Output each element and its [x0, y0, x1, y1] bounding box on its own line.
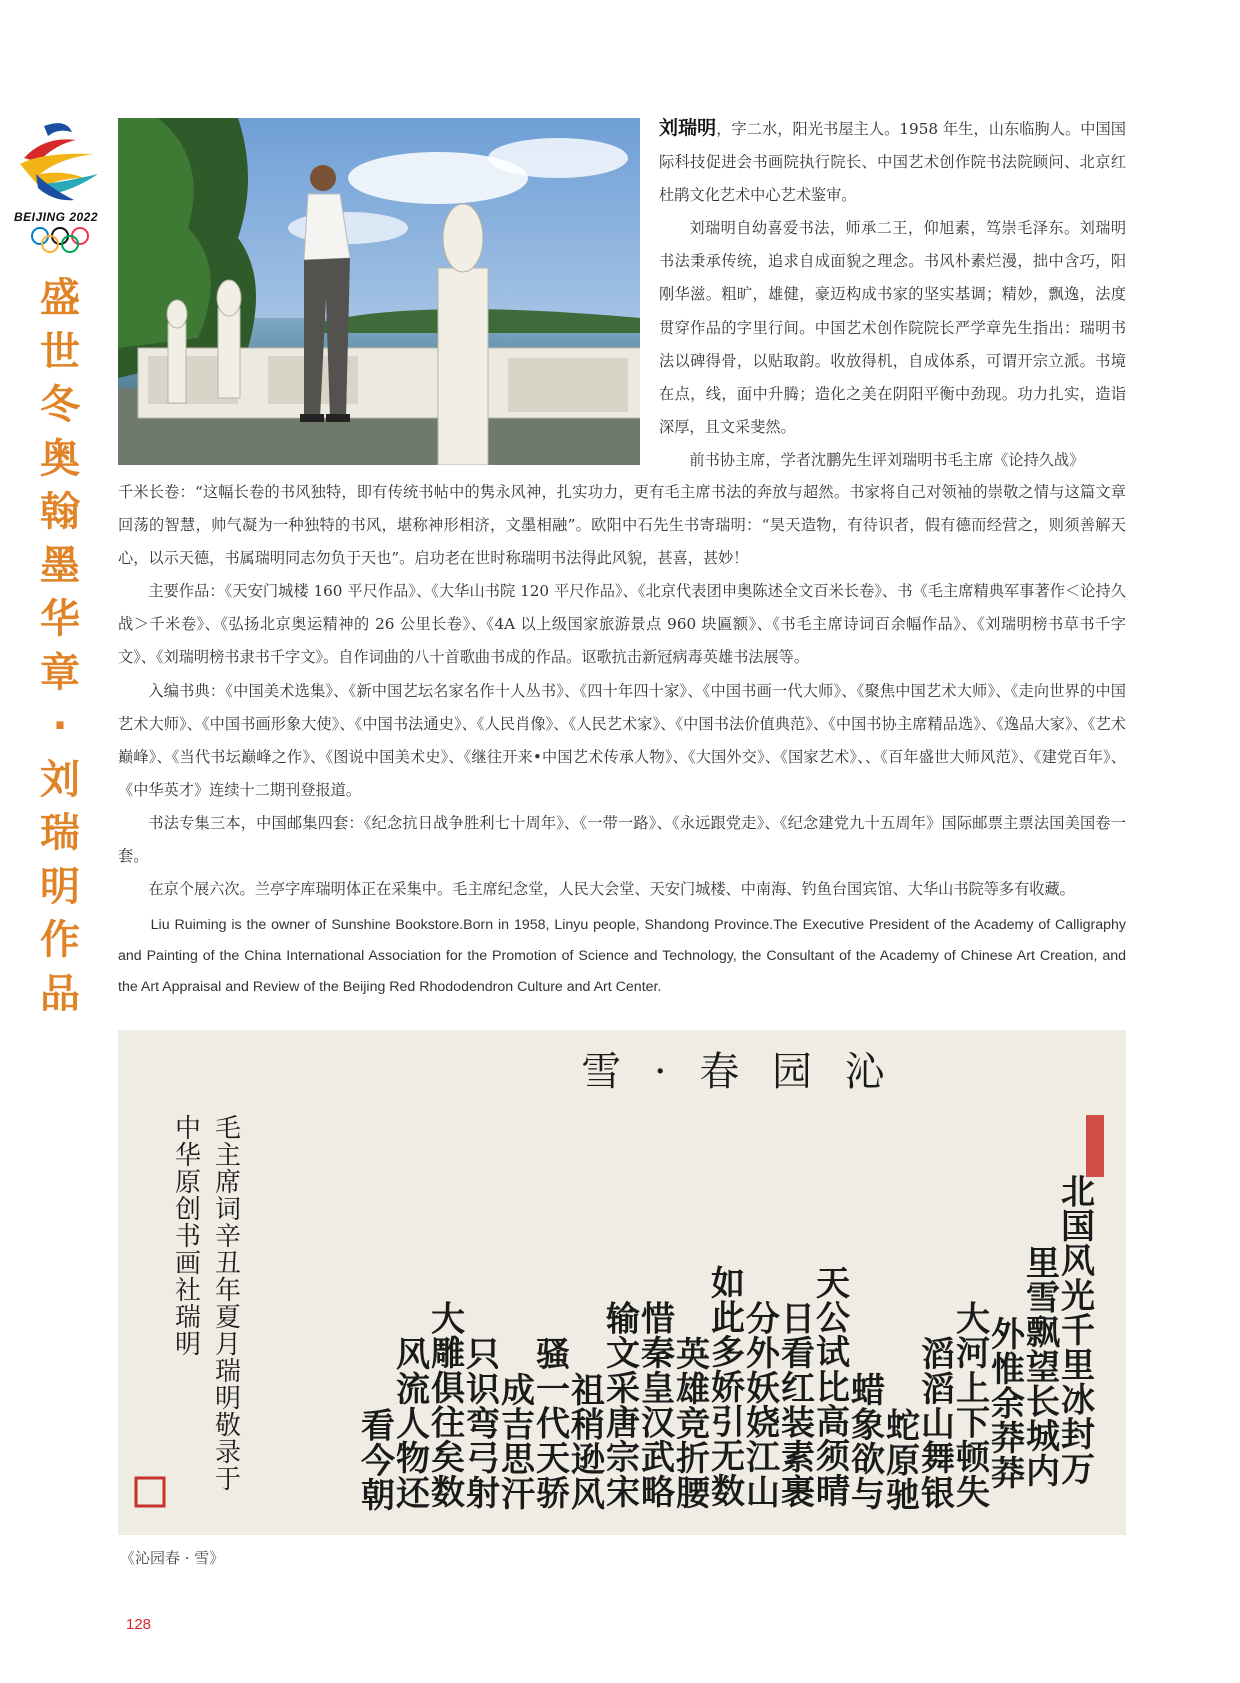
- bio-publications-paragraph: 入编书典：《中国美术选集》、《新中国艺坛名家名作十人丛书》、《四十年四十家》、《中国书画一代大师》、《聚焦中国艺术大师》、《走向世界的中国艺术大师》、《中国书画形象大使》、《中国书法通史》、《人民肖像》、《人民艺术家》、《中国书法价值典范》、《中国书协主席精品选》、《逸品大家》、《艺术巅峰》、《当代书坛巅峰之作》、《图说中国美术史》、《继往开来•中国艺术传承人物》、《大国外交》、《国家艺术》、、《百年盛世大师风范》、《建党百年》、《中华英才》连续十二期刊登报道。: [118, 681, 1126, 799]
- calligraphy-column: 骚一代天骄: [536, 1335, 570, 1514]
- side-title: 盛世冬奥翰墨华章·刘瑞明作品: [40, 275, 80, 1017]
- calligraphy-column: 只识弯弓射: [466, 1335, 500, 1514]
- english-summary: Liu Ruiming is the owner of Sunshine Bookstore.Born in 1958, Linyu people, Shandong Province.The Executive President of the Academy of Calligraphy and Painting of the China International Association for the Promotion of Science and Technology, the Consultant of the Academy of Chinese Art Creation, and the Art Appraisal and Review of the Beijing Red Rhododendron Culture and Art Center.: [118, 917, 1126, 995]
- calligraphy-column: 滔滔山舞银: [921, 1335, 955, 1514]
- calligraphy-column: 祖稍逊风: [571, 1370, 605, 1515]
- calligraphy-column: 蛇原驰: [886, 1406, 920, 1516]
- olympic-rings-icon: [28, 226, 92, 256]
- calligraphy-column: 北国风光千里冰封万: [1061, 1172, 1095, 1490]
- calligraphy-column: 天公试比高须晴: [816, 1263, 850, 1512]
- calligraphy-column: 如此多娇引无数: [711, 1263, 745, 1512]
- calligraphy-column: 大河上下顿失: [956, 1299, 990, 1513]
- bio-full-width: [118, 476, 1126, 906]
- calligraphy-column: 蜡象欲与: [851, 1370, 885, 1515]
- artwork-heading: 雪 · 春 园 沁: [581, 1049, 895, 1095]
- emblem-text: BEIJING 2022: [13, 210, 99, 224]
- bio-works-paragraph: 主要作品：《天安门城楼 160 平尺作品》、《大华山书院 120 平尺作品》、《北京代表团申奥陈述全文百米长卷》、书《毛主席精典军事著作＜论持久战＞千米卷》、《弘扬北京奥运精神的 26 公里长卷》、《4A 以上级国家旅游景点 960 块匾额》、《书毛主席诗词百余幅作品》、《刘瑞明榜书草书千字文》、《刘瑞明榜书隶书千字文》。自作词曲的八十首歌曲书成的作品。讴歌抗击新冠病毒英雄书法展等。: [118, 582, 1126, 667]
- bio-paragraph-quote: 千米长卷：“这幅长卷的书风独特，即有传统书帖中的隽永风神，扎实功力，更有毛主席书法的奔放与超然。书家将自己对领袖的崇敬之情与这篇文章回荡的智慧，帅气凝为一种独特的书风，堪称神形相济，文墨相融”。欧阳中石先生书寄瑞明：“昊天造物，有待识者，假有德而经营之，则须善解天心，以示天德，书属瑞明同志勿负于天也”。启功老在世时称瑞明书法得此风貌，甚喜，甚妙！: [118, 483, 1126, 568]
- calligraphy-column: 输文采唐宗宋: [606, 1299, 640, 1513]
- calligraphy-column: 看今朝: [361, 1406, 395, 1516]
- colophon-column: 毛主席词辛丑年夏月瑞明敬录于: [214, 1114, 242, 1495]
- calligraphy-column: 惜秦皇汉武略: [641, 1299, 675, 1513]
- colophon-column: 中华原创书画社瑞明: [174, 1114, 202, 1360]
- artist-photo: [118, 118, 640, 465]
- calligraphy-column: 成吉思汗: [501, 1370, 535, 1515]
- calligraphy-column: 大雕俱往矣数: [431, 1299, 465, 1513]
- calligraphy-column: 日看红装素裹: [781, 1299, 815, 1513]
- calligraphy-artwork: [118, 1030, 1126, 1535]
- bio-intro: ，字二水，阳光书屋主人。1958 年生，山东临朐人。中国国际科技促进会书画院执行院长、中国艺术创作院书法院顾问、北京红杜鹃文化艺术中心艺术鉴审。: [659, 120, 1126, 205]
- calligraphy-column: 英雄竞折腰: [676, 1335, 710, 1514]
- bio-paragraph: 刘瑞明自幼喜爱书法，师承二王，仰旭素，笃崇毛泽东。刘瑞明书法秉承传统，追求自成面貌之理念。书风朴素烂漫，拙中含巧，阳刚华滋。粗旷，雄健，豪迈构成书家的坚实基调；精妙，飘逸，法度贯穿作品的字里行间。中国艺术创作院院长严学章先生指出：瑞明书法以碑得骨，以贴取韵。收放得机，自成体系，可谓开宗立派。书境在点，线，面中升腾；造化之美在阴阳平衡中劲现。功力扎实，造诣深厚，且文采斐然。: [659, 219, 1126, 436]
- artist-seal: [1086, 1115, 1104, 1177]
- calligraphy-column: 风流人物还: [396, 1335, 430, 1514]
- page-number: 128: [126, 1616, 152, 1633]
- signature-seal: [136, 1478, 164, 1506]
- calligraphy-column: 里雪飘望长城内: [1026, 1243, 1060, 1492]
- bio-stamps-paragraph: 书法专集三本，中国邮集四套：《纪念抗日战争胜利七十周年》、《一带一路》、《永远跟党走》、《纪念建党九十五周年》国际邮票主票法国美国卷一套。: [118, 813, 1126, 866]
- bio-paragraph-quote-lead: 前书协主席，学者沈鹏先生评刘瑞明书毛主席《论持久战》: [689, 450, 1085, 469]
- calligraphy-column: 分外妖娆江山: [746, 1299, 780, 1513]
- calligraphy-canvas: [118, 1030, 1126, 1535]
- artist-name: 刘瑞明: [659, 117, 717, 139]
- bio-exhibitions-paragraph: 在京个展六次。兰亭字库瑞明体正在采集中。毛主席纪念堂，人民大会堂、天安门城楼、中南海、钓鱼台国宾馆、大华山书院等多有收藏。: [148, 880, 1075, 899]
- calligraphy-column: 外惟余莽莽: [991, 1315, 1025, 1494]
- artwork-caption: 《沁园春 · 雪》: [120, 1549, 225, 1567]
- emblem-ribbon-icon: [14, 118, 106, 213]
- bio-right-column: [659, 112, 1126, 477]
